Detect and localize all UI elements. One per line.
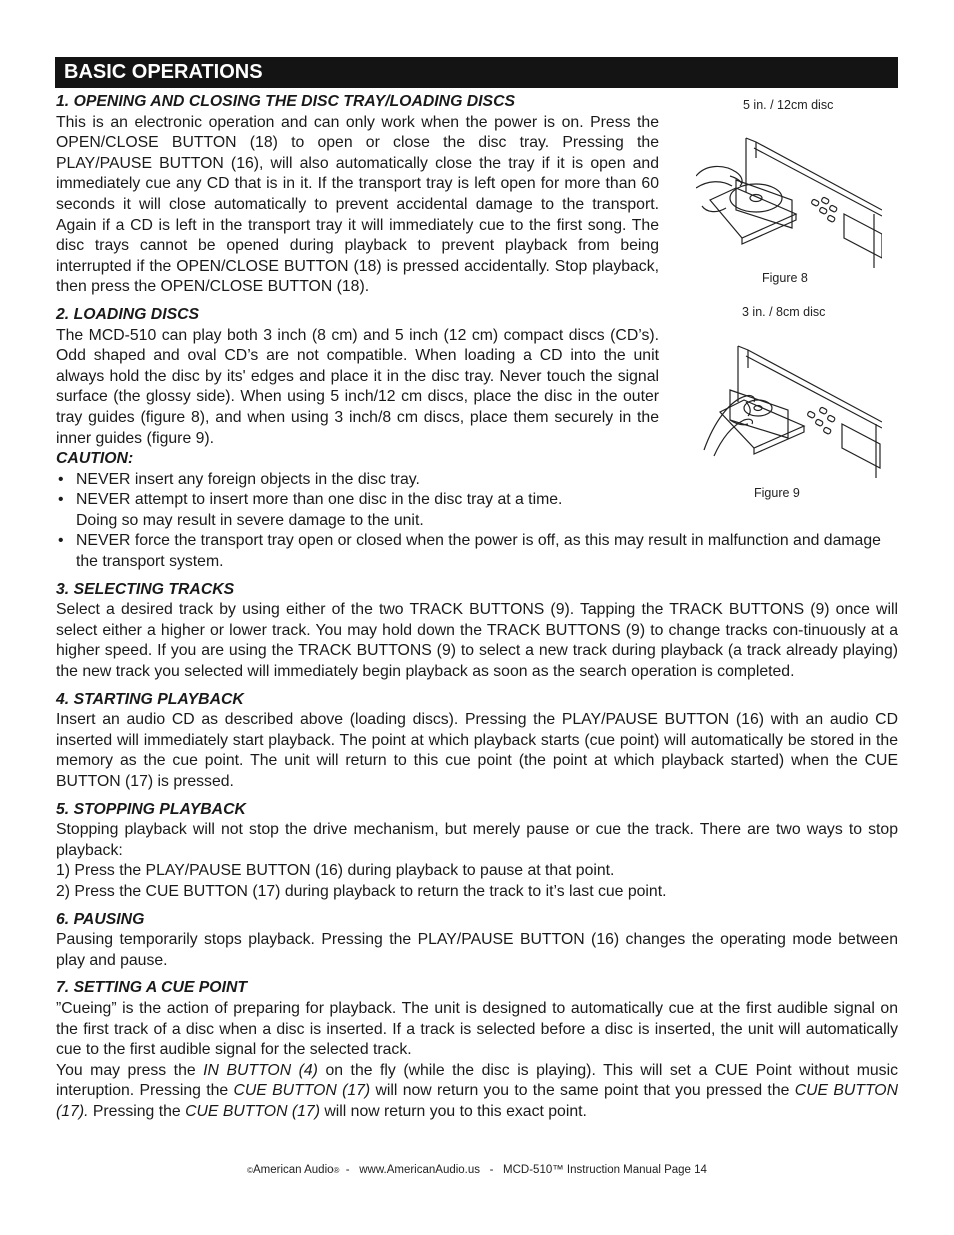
section-header-bar [55,57,898,88]
section-7-body-2 [56,1061,898,1123]
section-4-heading: 4. STARTING PLAYBACK [56,690,244,708]
figure-9-illustration [700,342,882,482]
caution-item-text: NEVER attempt to insert more than one disc in the disc tray at a time. [76,491,563,509]
figure-9-label: 3 in. / 8cm disc [742,305,826,319]
section-4-body: Insert an audio CD as described above (loading discs). Pressing the PLAY/PAUSE BUTTON (16) with an audio CD inserted will immediately start playback. The point at which playback starts (cue point) will automatically be stored in the memory as the cue point. The unit will return to this cue point (the point at which playback started) when the CUE BUTTON (17) is pressed. [56,711,898,790]
section-6-heading: 6. PAUSING [56,910,145,928]
section-1-heading: 1. OPENING AND CLOSING THE DISC TRAY/LOADING DISCS [56,93,516,110]
text-run: Pressing the [88,1102,186,1120]
caution-item: • NEVER insert any foreign objects in the disc tray. [56,470,898,491]
section-2-heading: 2. LOADING DISCS [56,305,200,323]
caution-item: • NEVER force the transport tray open or closed when the power is off, as this may result in malfunction and damage the transport system. [56,531,898,572]
caution-label: CAUTION: [56,450,134,468]
figure-8-label: 5 in. / 12cm disc [743,98,834,112]
section-3-heading: 3. SELECTING TRACKS [56,580,235,598]
text-run-italic: IN BUTTON (4) [203,1061,318,1079]
section-3-body: Select a desired track by using either of the two TRACK BUTTONS (9). Tapping the TRACK BUTTONS (9) once will select either a higher or lower track. You may hold down the TRACK BUTTONS (9) to change tracks con-tinuously at a higher speed. If you are using the TRACK BUTTONS (9) to select a new track during playback (a track already playing) the new track you selected will immediately begin playback as soon as the search operation is completed. [56,601,898,681]
copyright-symbol: © [247,1166,253,1175]
footer-brand: American Audio [252,1164,334,1176]
figure-8-illustration [696,118,882,268]
text-run: will now return you to the same point that you pressed the [370,1082,795,1100]
section-7-heading: 7. SETTING A CUE POINT [56,979,248,997]
text-run: You may press the [56,1061,204,1079]
page-footer [0,1164,954,1176]
figure-9-caption: Figure 9 [754,486,800,500]
section-7-body: ”Cueing” is the action of preparing for playback. The unit is designed to automatically cue at the first audible signal on the first track of a disc when a disc is inserted. If a track is selected before a disc is inserted, the unit will automatically cue to the first audible signal for the selected track. [56,999,898,1059]
text-run-italic: CUE BUTTON (17) [233,1082,371,1100]
footer-text: - www.AmericanAudio.us - MCD-510™ Instruction Manual Page 14 [339,1164,707,1176]
page-title: BASIC OPERATIONS [64,61,263,83]
text-run: will now return you to this exact point. [319,1102,587,1120]
text-run-italic: CUE BUTTON (17) [185,1102,320,1120]
registered-symbol: ® [333,1166,340,1175]
text-run-italic: CUE BUTTON (17). [56,1082,899,1120]
section-5-body: Stopping playback will not stop the drive mechanism, but merely pause or cue the track. There are two ways to stop playback: [56,821,898,859]
section-5-step-2: 2) Press the CUE BUTTON (17) during playback to return the track to it’s last cue point. [56,882,667,900]
caution-item-text: Doing so may result in severe damage to the unit. [76,511,424,529]
figure-8-caption: Figure 8 [762,271,808,285]
section-1-body: This is an electronic operation and can only work when the power is on. Press the OPEN/CLOSE BUTTON (18) to open or close the disc tray. Pressing the PLAY/PAUSE BUTTON (16), will also automatically close the tray if it is open and immediately cue any CD that is in it. If the transport tray is left open for more than 60 seconds it will close automatically to prevent accidental damage to the transport. Again if a CD is left in the transport tray it will immediately cue to the first song. The disc trays cannot be opened during playback to prevent playback from being interrupted if the OPEN/CLOSE BUTTON (18) is pressed accidentally. Stop playback, then press the OPEN/CLOSE BUTTON (18). [56,113,659,296]
section-5-heading: 5. STOPPING PLAYBACK [56,800,246,818]
section-2-body: The MCD-510 can play both 3 inch (8 cm) and 5 inch (12 cm) compact discs (CD’s). Odd shaped and oval CD’s are not compatible. When loading a CD into the unit always hold the disc by its' edges and place it in the disc tray. Never touch the signal surface (the glossy side). When using 5 inch/12 cm discs, place the disc in the outer tray guides (figure 8), and when using 3 inch/8 cm discs, place them securely in the inner guides (figure 9). [56,326,659,447]
section-5-step-1: 1) Press the PLAY/PAUSE BUTTON (16) during playback to pause at that point. [56,862,615,880]
section-6-body: Pausing temporarily stops playback. Pressing the PLAY/PAUSE BUTTON (16) changes the operating mode between play and pause. [56,931,898,969]
text-run: on the fly (while the disc is playing). This will set a CUE Point without music interuption. Pressing the [56,1061,898,1100]
